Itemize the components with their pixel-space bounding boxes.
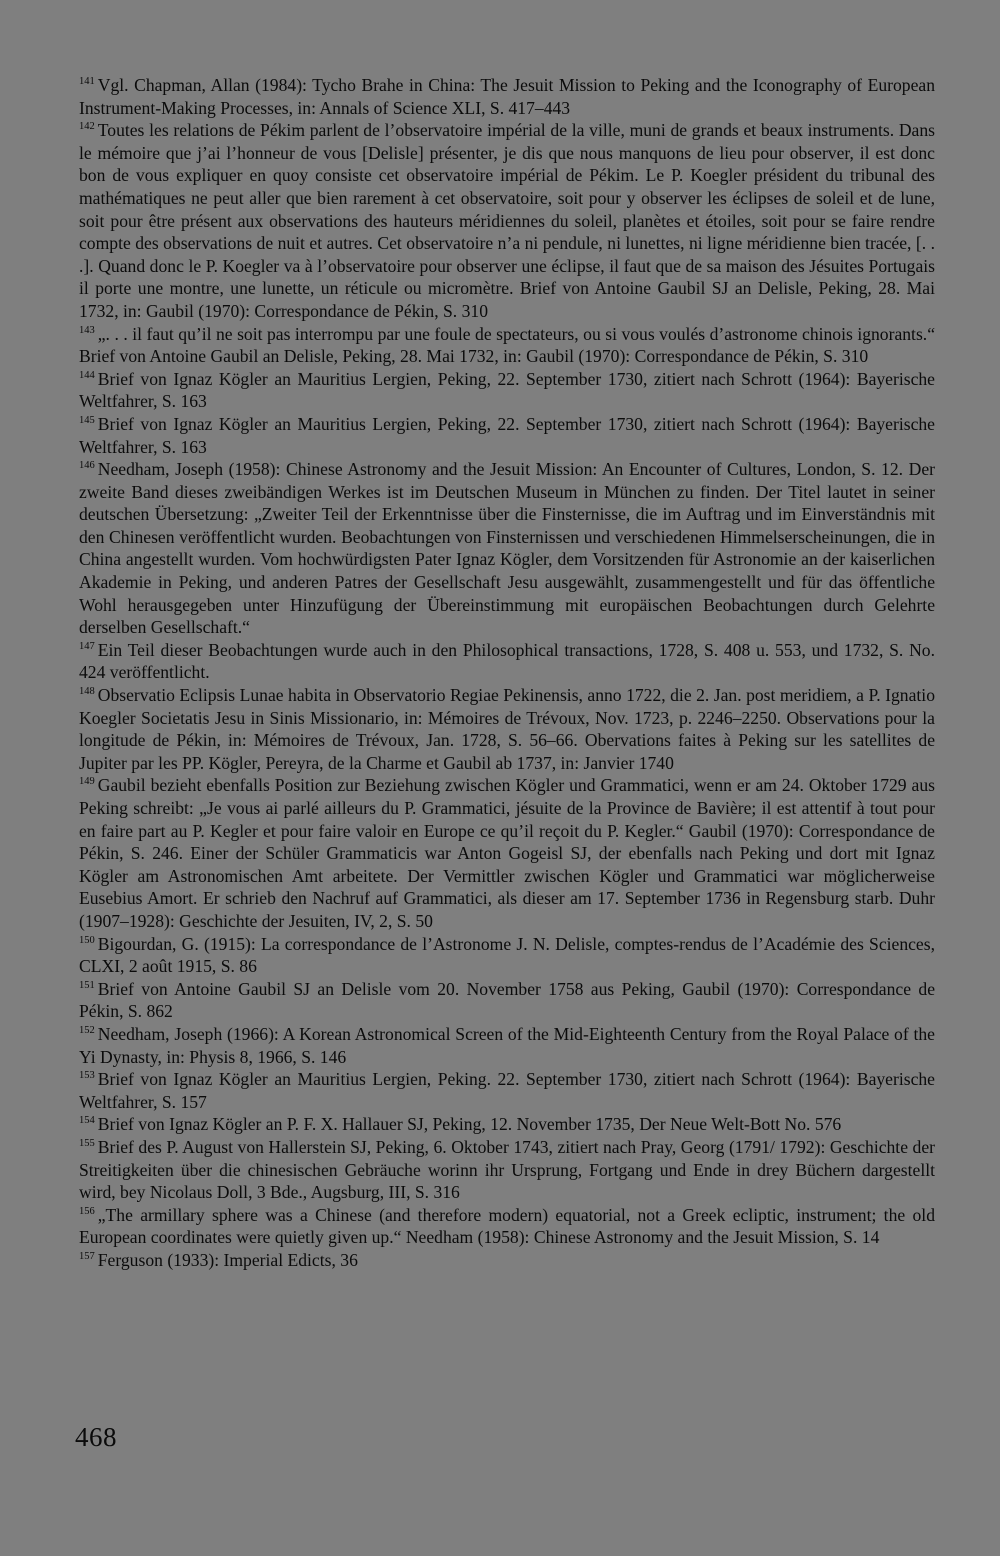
footnote-text: Ferguson (1933): Imperial Edicts, 36 — [97, 1249, 358, 1270]
footnote-number: 155 — [79, 1137, 95, 1149]
footnote-number: 157 — [79, 1250, 95, 1262]
footnote-157 — [79, 1249, 935, 1272]
footnote-text: „. . . il faut qu’il ne soit pas interrompu par une foule de spectateurs, ou si vous voulés d’astronome chinois ignorants.“ Brief von Antoine Gaubil an Delisle, Peking, 28. Mai 1732, in: Gaubil (1970): Correspondance de Pékin, S. 310 — [79, 323, 935, 367]
footnote-149 — [79, 774, 935, 932]
footnote-text: Ein Teil dieser Beobachtungen wurde auch in den Philosophical transactions, 1728, S. 408 u. 553, und 1732, S. No. 424 veröffentlicht. — [79, 639, 935, 683]
footnote-number: 148 — [79, 686, 95, 698]
footnote-number: 141 — [79, 76, 95, 87]
footnote-number: 146 — [79, 460, 95, 472]
footnote-152 — [79, 1023, 935, 1068]
footnote-number: 147 — [79, 640, 95, 652]
footnote-text: Observatio Eclipsis Lunae habita in Observatorio Regiae Pekinensis, anno 1722, die 2. Jan. post meridiem, a P. Ignatio Koegler Societatis Jesu in Sinis Missionario, in: Mémoires de Trévoux, Nov. 1723, p. 2246–2250. Observations pour la longitude de Pékin, in: Mémoires de Trévoux, Jan. 1728, S. 56–66. Obervations faites à Peking sur les satellites de Jupiter par les PP. Kögler, Pereyra, de la Charme et Gaubil ab 1737, in: Janvier 1740 — [79, 685, 935, 773]
footnote-text: Brief von Ignaz Kögler an Mauritius Lergien, Peking, 22. September 1730, zitiert nach Schrott (1964): Bayerische Weltfahrer, S. 163 — [79, 368, 935, 412]
footnote-number: 149 — [79, 776, 95, 788]
footnote-153 — [79, 1068, 935, 1113]
footnote-144 — [79, 368, 935, 413]
footnote-text: Gaubil bezieht ebenfalls Position zur Beziehung zwischen Kögler und Grammatici, wenn er am 24. Oktober 1729 aus Peking schreibt: „Je vous ai parlé ailleurs du P. Grammatici, jésuite de la Province de Bavière; il est attentif à tout pour en faire part au P. Kegler et pour faire valoir en Europe ce qu’il reçoit du P. Kegler.“ Gaubil (1970): Correspondance de Pékin, S. 246. Einer der Schüler Grammaticis war Anton Gogeisl SJ, der ebenfalls nach Peking und dort mit Ignaz Kögler am Astronomischen Amt arbeitete. Der Vermittler zwischen Kögler und Grammatici war möglicherweise Eusebius Amort. Er schrieb den Nachruf auf Grammatici, als dieser am 17. September 1736 in Regensburg starb. Duhr (1907–1928): Geschichte der Jesuiten, IV, 2, S. 50 — [79, 775, 935, 931]
footnote-text: „The armillary sphere was a Chinese (and therefore modern) equatorial, not a Greek ecliptic, instrument; the old European coordinates were quietly given up.“ Needham (1958): Chinese Astronomy and the Jesuit Mission, S. 14 — [79, 1204, 935, 1248]
footnote-154 — [79, 1113, 935, 1136]
footnote-text: Bigourdan, G. (1915): La correspondance de l’Astronome J. N. Delisle, comptes-rendus de l’Académie des Sciences, CLXI, 2 août 1915, S. 86 — [79, 933, 935, 977]
footnote-141 — [79, 74, 935, 119]
footnote-155 — [79, 1136, 935, 1204]
footnote-143 — [79, 323, 935, 368]
footnote-156 — [79, 1204, 935, 1249]
footnote-number: 153 — [79, 1070, 95, 1082]
footnote-text: Brief von Ignaz Kögler an P. F. X. Hallauer SJ, Peking, 12. November 1735, Der Neue Welt-Bott No. 576 — [97, 1114, 842, 1135]
footnote-text: Needham, Joseph (1966): A Korean Astronomical Screen of the Mid-Eighteenth Century from the Royal Palace of the Yi Dynasty, in: Physis 8, 1966, S. 146 — [79, 1023, 935, 1067]
footnote-number: 143 — [79, 324, 95, 336]
footnote-number: 142 — [79, 121, 95, 133]
footnote-number: 154 — [79, 1115, 95, 1127]
footnote-text: Needham, Joseph (1958): Chinese Astronomy and the Jesuit Mission: An Encounter of Cultures, London, S. 12. Der zweite Band dieses zweibändigen Werkes ist im Deutschen Museum in München zu finden. Der Titel lautet in seiner deutschen Übersetzung: „Zweiter Teil der Erkenntnisse über die Finsternisse, die im Auftrag und im Einverständnis mit den Chinesen veröffentlicht wurden. Beobachtungen von Finsternissen und verschiedenen Himmelserscheinungen, die in China angestellt wurden. Vom hochwürdigsten Pater Ignaz Kögler, dem Vorsitzenden für Astronomie an der kaiserlichen Akademie in Peking, und anderen Patres der Gesellschaft Jesu ausgewählt, zusammengestellt und für das öffentliche Wohl herausgegeben unter Hinzufügung der Übereinstimmung mit europäischen Beobachtungen durch Gelehrte derselben Gesellschaft.“ — [79, 459, 935, 638]
footnote-text: Toutes les relations de Pékim parlent de l’observatoire impérial de la ville, muni de grands et beaux instruments. Dans le mémoire que j’ai l’honneur de vous [Delisle] présenter, je dis que nous manquons de lieu pour observer, il est donc bon de vous expliquer en quoy consiste cet observatoire impérial de Pékim. Le P. Koegler président du tribunal des mathématiques ne peut aller que bien rarement à cet observatoire, soit pour y observer les éclipses de soleil et de lune, soit pour être présent aux observations des hauteurs méridiennes du soleil, planètes et étoiles, soit pour se faire rendre compte des observations de nuit et autres. Cet observatoire n’a ni pendule, ni lunettes, ni ligne méridienne bien tracée, [. . .]. Quand donc le P. Koegler va à l’observatoire pour observer une éclipse, il faut que de sa maison des Jésuites Portugais il porte une montre, une lunette, un réticule ou micromètre. Brief von Antoine Gaubil SJ an Delisle, Peking, 28. Mai 1732, in: Gaubil (1970): Correspondance de Pékin, S. 310 — [79, 120, 935, 321]
footnote-142 — [79, 119, 935, 322]
footnote-147 — [79, 639, 935, 684]
footnote-number: 156 — [79, 1205, 95, 1217]
footnote-text: Brief des P. August von Hallerstein SJ, Peking, 6. Oktober 1743, zitiert nach Pray, Georg (1791/ 1792): Geschichte der Streitigkeiten über die chinesischen Gebräuche worinn ihr Ursprung, Fortgang und Ende in drey Büchern dargestellt wird, bey Nicolaus Doll, 3 Bde., Augsburg, III, S. 316 — [79, 1136, 935, 1203]
footnote-number: 150 — [79, 934, 95, 946]
footnotes-block — [79, 74, 935, 1271]
footnote-number: 144 — [79, 369, 95, 381]
footnote-text: Brief von Ignaz Kögler an Mauritius Lergien, Peking, 22. September 1730, zitiert nach Schrott (1964): Bayerische Weltfahrer, S. 163 — [79, 413, 935, 457]
footnote-146 — [79, 458, 935, 639]
footnote-text: Brief von Ignaz Kögler an Mauritius Lergien, Peking. 22. September 1730, zitiert nach Schrott (1964): Bayerische Weltfahrer, S. 157 — [79, 1069, 935, 1112]
footnote-number: 152 — [79, 1024, 95, 1036]
page-number: 468 — [75, 1422, 117, 1452]
footnote-text: Vgl. Chapman, Allan (1984): Tycho Brahe in China: The Jesuit Mission to Peking and the Iconography of European Instrument-Making Processes, in: Annals of Science XLI, S. 417–443 — [79, 75, 935, 118]
footnote-150 — [79, 933, 935, 978]
footnote-145 — [79, 413, 935, 458]
footnote-text: Brief von Antoine Gaubil SJ an Delisle vom 20. November 1758 aus Peking, Gaubil (1970): Correspondance de Pékin, S. 862 — [79, 978, 935, 1022]
footnote-148 — [79, 684, 935, 774]
footnote-number: 145 — [79, 414, 95, 426]
footnote-number: 151 — [79, 979, 95, 991]
footnote-151 — [79, 978, 935, 1023]
